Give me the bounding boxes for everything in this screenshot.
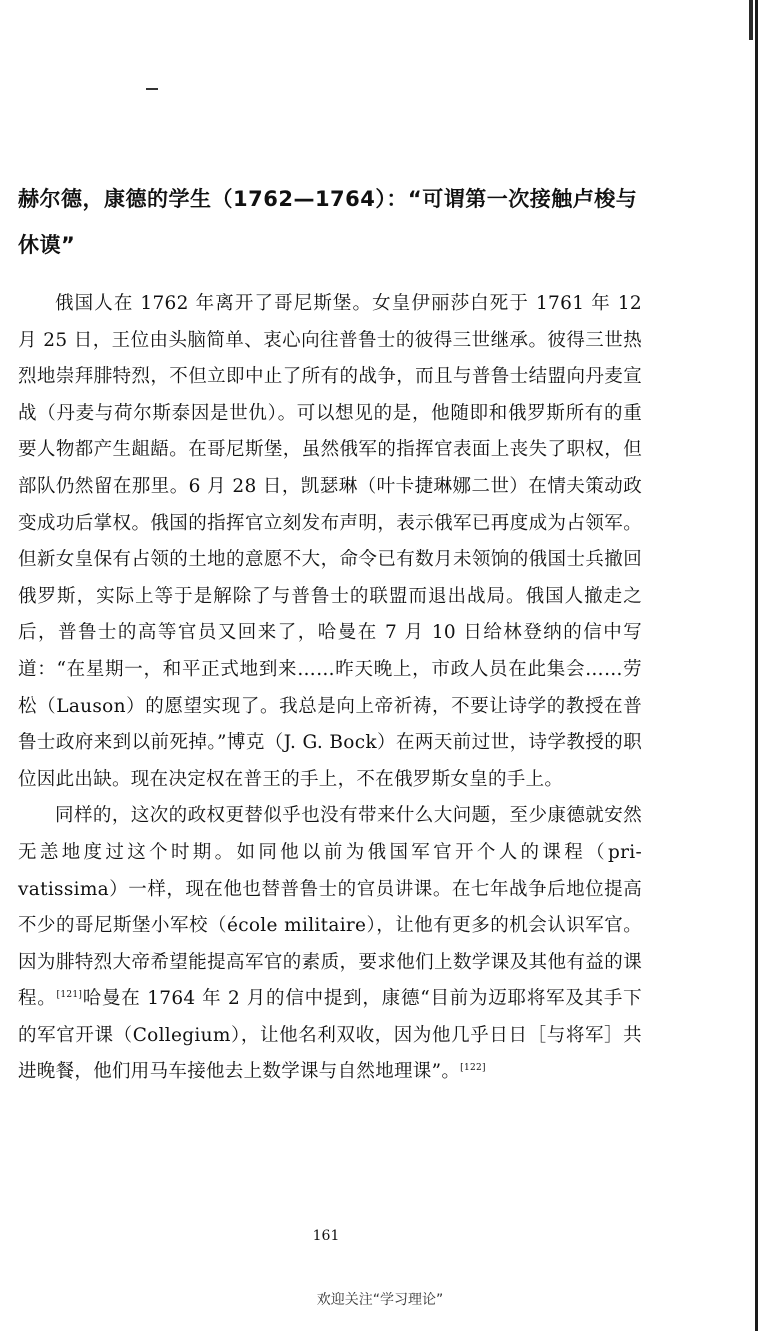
scan-artifact-mark [146,88,158,90]
paragraph-2-text-b: 哈曼在 1764 年 2 月的信中提到，康德“目前为迈耶将军及其手下的军官开课（Collegium），让他名利双收，因为他几乎日日［与将军］共进晚餐，他们用马车接他去上数学课与自然地理课”。 [18,988,642,1083]
paragraph-1 [18,286,642,798]
paragraph-2 [18,798,642,1091]
page-number: 161 [312,1228,340,1244]
body-text [18,286,642,1091]
scan-edge-line [755,0,758,1331]
paragraph-1-text: 俄国人在 1762 年离开了哥尼斯堡。女皇伊丽莎白死于 1761 年 12 月 25 日，王位由头脑简单、衷心向往普鲁士的彼得三世继承。彼得三世热烈地崇拜腓特烈，不但立即中止了所有的战争，而且与普鲁士结盟向丹麦宣战（丹麦与荷尔斯泰因是世仇）。可以想见的是，他随即和俄罗斯所有的重要人物都产生龃龉。在哥尼斯堡，虽然俄军的指挥官表面上丧失了职权，但部队仍然留在那里。6 月 28 日，凯瑟琳（叶卡捷琳娜二世）在情夫策动政变成功后掌权。俄国的指挥官立刻发布声明，表示俄军已再度成为占领军。但新女皇保有占领的土地的意愿不大，命令已有数月未领饷的俄国士兵撤回俄罗斯，实际上等于是解除了与普鲁士的联盟而退出战局。俄国人撤走之后，普鲁士的高等官员又回来了，哈曼在 7 月 10 日给林登纳的信中写道：“在星期一，和平正式地到来……昨天晚上，市政人员在此集会……劳松（Lauson）的愿望实现了。我总是向上帝祈祷，不要让诗学的教授在普鲁士政府来到以前死掉。”博克（J. G. Bock）在两天前过世，诗学教授的职位因此出缺。现在决定权在普王的手上，不在俄罗斯女皇的手上。 [18,293,642,790]
section-heading: 赫尔德，康德的学生（1762—1764）：“可谓第一次接触卢梭与休谟” [18,187,638,257]
watermark-text: 欢迎关注“学习理论” [316,1292,444,1308]
footnote-ref-121[interactable]: [121] [56,990,83,1001]
footnote-ref-122[interactable]: [122] [460,1063,486,1074]
scan-shadow-top [749,0,753,40]
paragraph-2-text-a: 同样的，这次的政权更替似乎也没有带来什么大问题，至少康德就安然无恙地度过这个时期。如同他以前为俄国军官开个人的课程（pri-vatissima）一样，现在他也替普鲁士的官员讲课。在七年战争后地位提高不少的哥尼斯堡小军校（école militaire），让他有更多的机会认识军官。因为腓特烈大帝希望能提高军官的素质，要求他们上数学课及其他有益的课程。 [18,805,642,1010]
